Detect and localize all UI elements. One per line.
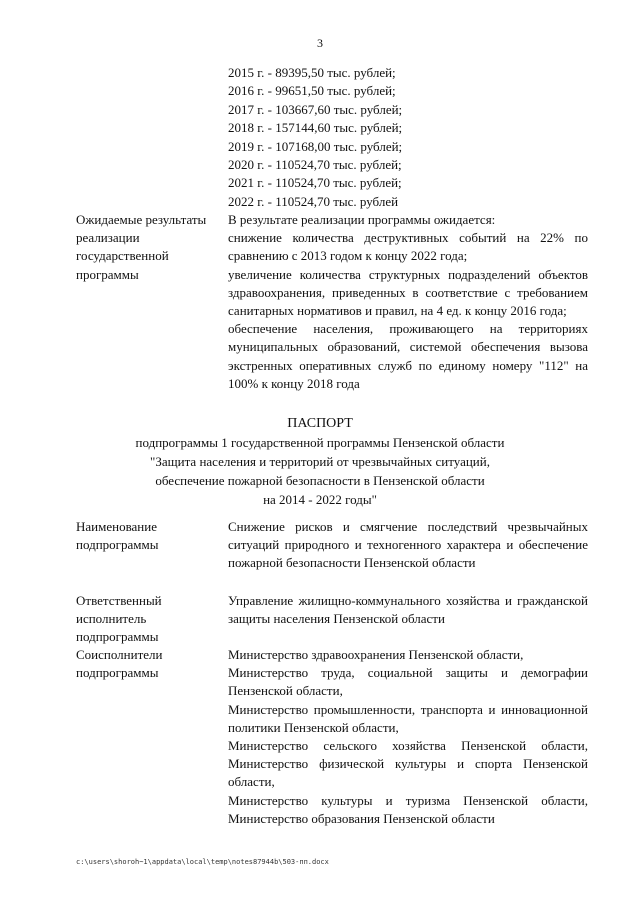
expected-results-value: [228, 211, 588, 393]
coexecutor-item: Министерство сельского хозяйства Пензенской области, Министерство физической культуры и спорта Пензенской области,: [228, 738, 588, 790]
expected-results-label: Ожидаемые результаты реализации государственной программы: [76, 212, 207, 282]
funding-line: 2020 г. - 110524,70 тыс. рублей;: [228, 157, 402, 173]
funding-list: [228, 64, 402, 211]
results-paragraph: обеспечение населения, проживающего на территориях муниципальных образований, системой обеспечения вызова экстренных оперативных служб по единому номеру "112" на 100% к концу 2018 года: [228, 321, 588, 391]
coexecutor-item: Министерство промышленности, транспорта и инновационной политики Пензенской области,: [228, 701, 588, 735]
funding-line: 2022 г. - 110524,70 тыс. рублей: [228, 193, 399, 209]
funding-line: 2018 г. - 157144,60 тыс. рублей;: [228, 120, 403, 136]
coexecutor-item: Министерство здравоохранения Пензенской области,: [228, 647, 524, 662]
subprogram-name-value: Снижение рисков и смягчение последствий чрезвычайных ситуаций природного и техногенного характера и обеспечение пожарной безопасности Пензенской области: [228, 519, 588, 571]
responsible-executor-label: Ответственный исполнитель подпрограммы: [76, 593, 162, 645]
coexecutors-value: [228, 646, 588, 828]
responsible-executor-value: Управление жилищно-коммунального хозяйства и гражданской защиты населения Пензенской области: [228, 593, 588, 627]
file-path-footer: c:\users\shoroh~1\appdata\local\temp\notes87944b\503-пп.docx: [76, 858, 329, 866]
passport-title: ПАСПОРТ: [287, 416, 353, 431]
funding-line: 2017 г. - 103667,60 тыс. рублей;: [228, 101, 403, 117]
coexecutor-item: Министерство труда, социальной защиты и демографии Пензенской области,: [228, 665, 588, 699]
funding-line: 2015 г. - 89395,50 тыс. рублей;: [228, 65, 396, 80]
passport-subtitle-line: "Защита населения и территорий от чрезвычайных ситуаций,: [150, 454, 490, 469]
passport-subtitle-line: обеспечение пожарной безопасности в Пензенской области: [155, 473, 485, 488]
coexecutor-item: Министерство культуры и туризма Пензенской области, Министерство образования Пензенской области: [228, 792, 588, 826]
funding-line: 2021 г. - 110524,70 тыс. рублей;: [228, 175, 402, 191]
passport-heading: [0, 414, 640, 509]
funding-line: 2016 г. - 99651,50 тыс. рублей;: [228, 83, 396, 99]
funding-line: 2019 г. - 107168,00 тыс. рублей;: [228, 138, 403, 154]
results-paragraph: увеличение количества структурных подразделений объектов здравоохранения, приведенных в соответствие с требованием санитарных нормативов и правил, на 4 ед. к концу 2016 года;: [228, 266, 588, 319]
passport-subtitle-line: подпрограммы 1 государственной программы Пензенской области: [135, 435, 505, 450]
page-number: 3: [317, 36, 323, 50]
coexecutors-label: Соисполнители подпрограммы: [76, 647, 163, 681]
results-paragraph: снижение количества деструктивных событий на 22% по сравнению с 2013 годом к концу 2022 года;: [228, 230, 588, 264]
passport-subtitle-line: на 2014 - 2022 годы": [263, 492, 377, 507]
subprogram-name-label: Наименование подпрограммы: [76, 519, 159, 553]
results-paragraph: В результате реализации программы ожидается:: [228, 212, 496, 227]
